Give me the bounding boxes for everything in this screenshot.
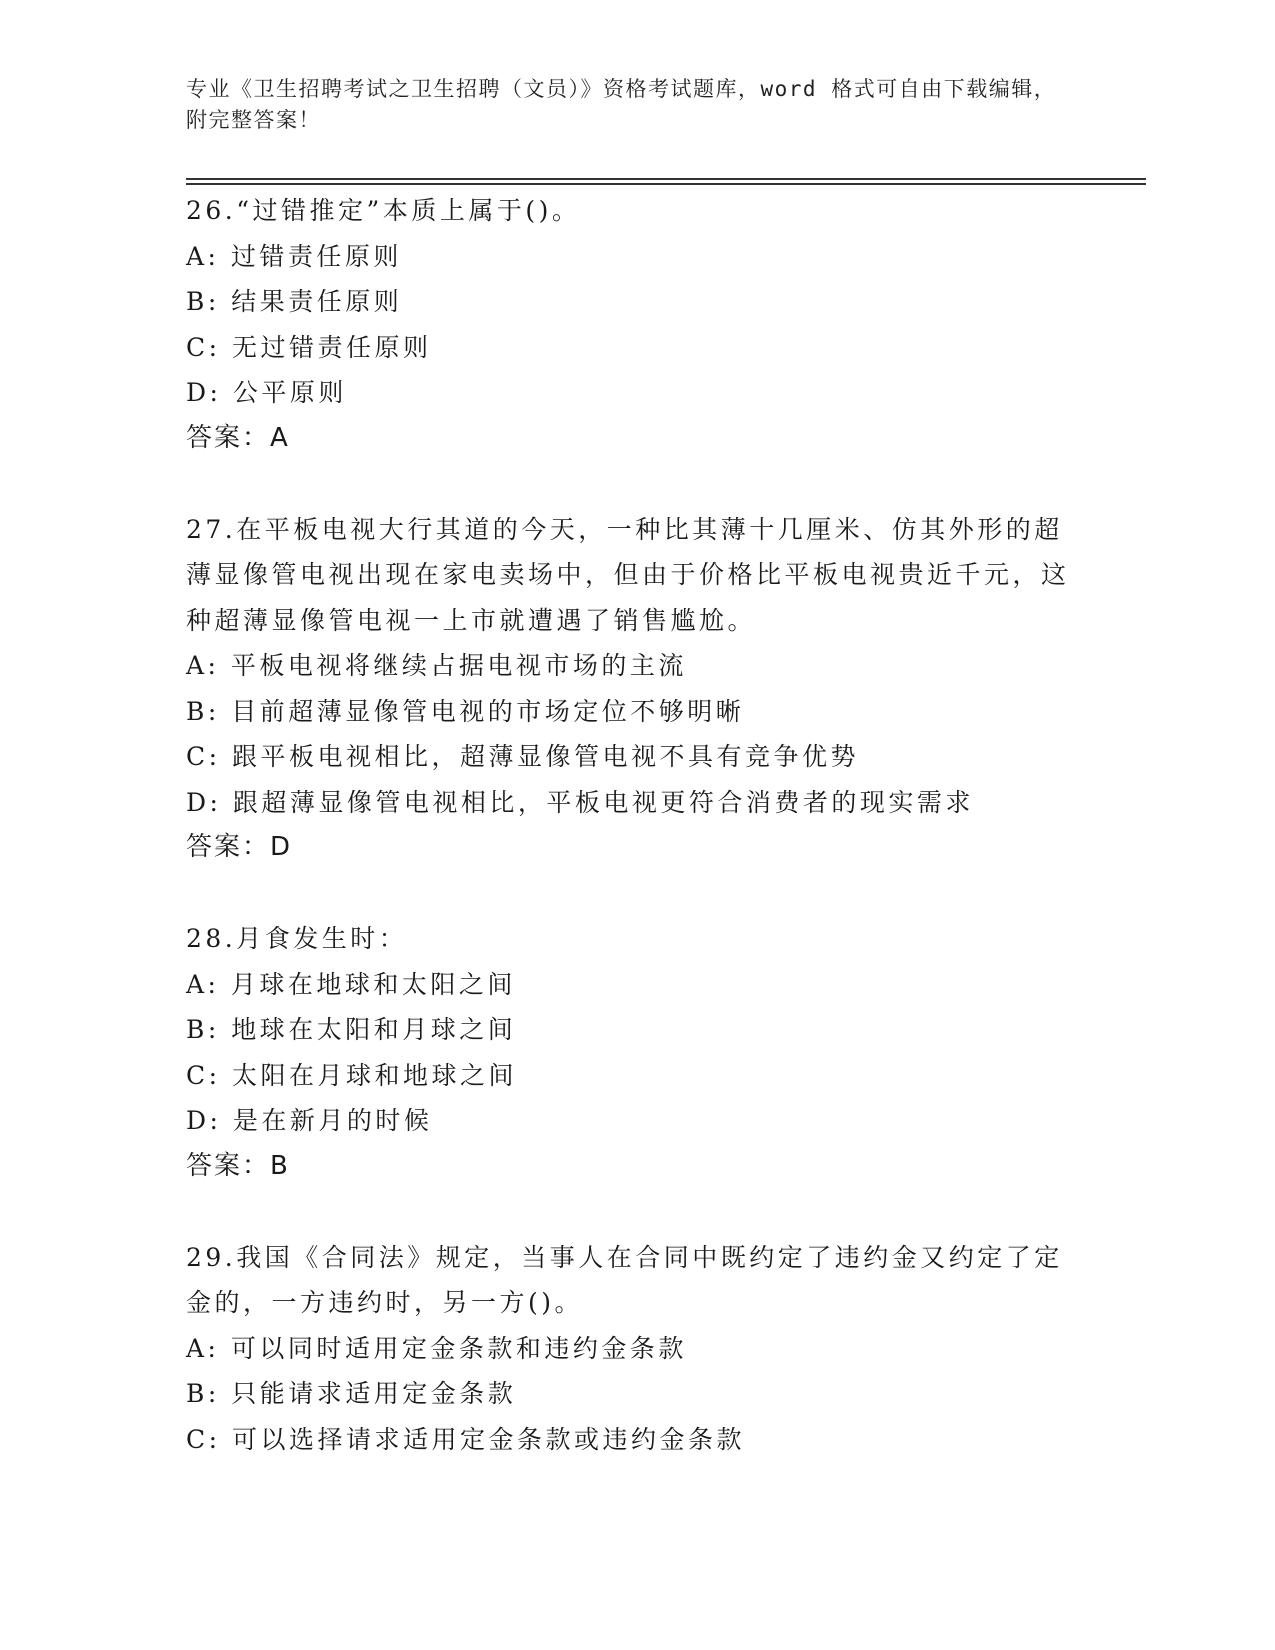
question-27: [186, 507, 1086, 871]
question-26: [186, 188, 1086, 461]
question-text: 26.“过错推定”本质上属于()。: [186, 196, 581, 225]
header-divider-bottom: [186, 183, 1146, 185]
header-divider-top: [186, 178, 1146, 180]
option-c: C: 太阳在月球和地球之间: [186, 1060, 517, 1090]
answer-line: 答案：D: [186, 832, 293, 862]
option-b: B: 地球在太阳和月球之间: [186, 1015, 517, 1044]
answer-line: 答案：A: [186, 422, 290, 453]
question-28: [186, 916, 1086, 1189]
option-a: A: 月球在地球和太阳之间: [186, 969, 516, 999]
question-spacer: [186, 461, 1086, 507]
option-a: A: 可以同时适用定金条款和违约金条款: [186, 1333, 687, 1363]
option-a: A: 过错责任原则: [186, 241, 402, 271]
question-29: [186, 1235, 1086, 1463]
option-d: D: 公平原则: [186, 378, 347, 407]
option-d: D: 是在新月的时候: [186, 1106, 433, 1135]
option-c: C: 可以选择请求适用定金条款或违约金条款: [186, 1424, 745, 1454]
option-c: C: 无过错责任原则: [186, 332, 432, 362]
option-b: B: 目前超薄显像管电视的市场定位不够明晰: [186, 696, 745, 726]
option-c: C: 跟平板电视相比，超薄显像管电视不具有竞争优势: [186, 742, 860, 771]
question-text: 28.月食发生时：: [186, 924, 408, 953]
question-spacer: [186, 1189, 1086, 1235]
question-text: 29.我国《合同法》规定，当事人在合同中既约定了违约金又约定了定金的，一方违约时，另一方()。: [186, 1242, 1063, 1317]
question-spacer: [186, 871, 1086, 917]
option-b: B: 只能请求适用定金条款: [186, 1379, 517, 1408]
question-text: 27.在平板电视大行其道的今天，一种比其薄十几厘米、仿其外形的超薄显像管电视出现在家电卖场中，但由于价格比平板电视贵近千元，这种超薄显像管电视一上市就遭遇了销售尴尬。: [186, 514, 1070, 635]
option-a: A: 平板电视将继续占据电视市场的主流: [186, 651, 687, 680]
document-header: 专业《卫生招聘考试之卫生招聘（文员）》资格考试题库，word 格式可自由下载编辑，附完整答案！: [186, 77, 1057, 132]
option-b: B: 结果责任原则: [186, 287, 403, 316]
question-list: [186, 188, 1086, 1462]
answer-line: 答案：B: [186, 1150, 290, 1181]
option-d: D: 跟超薄显像管电视相比，平板电视更符合消费者的现实需求: [186, 787, 974, 817]
